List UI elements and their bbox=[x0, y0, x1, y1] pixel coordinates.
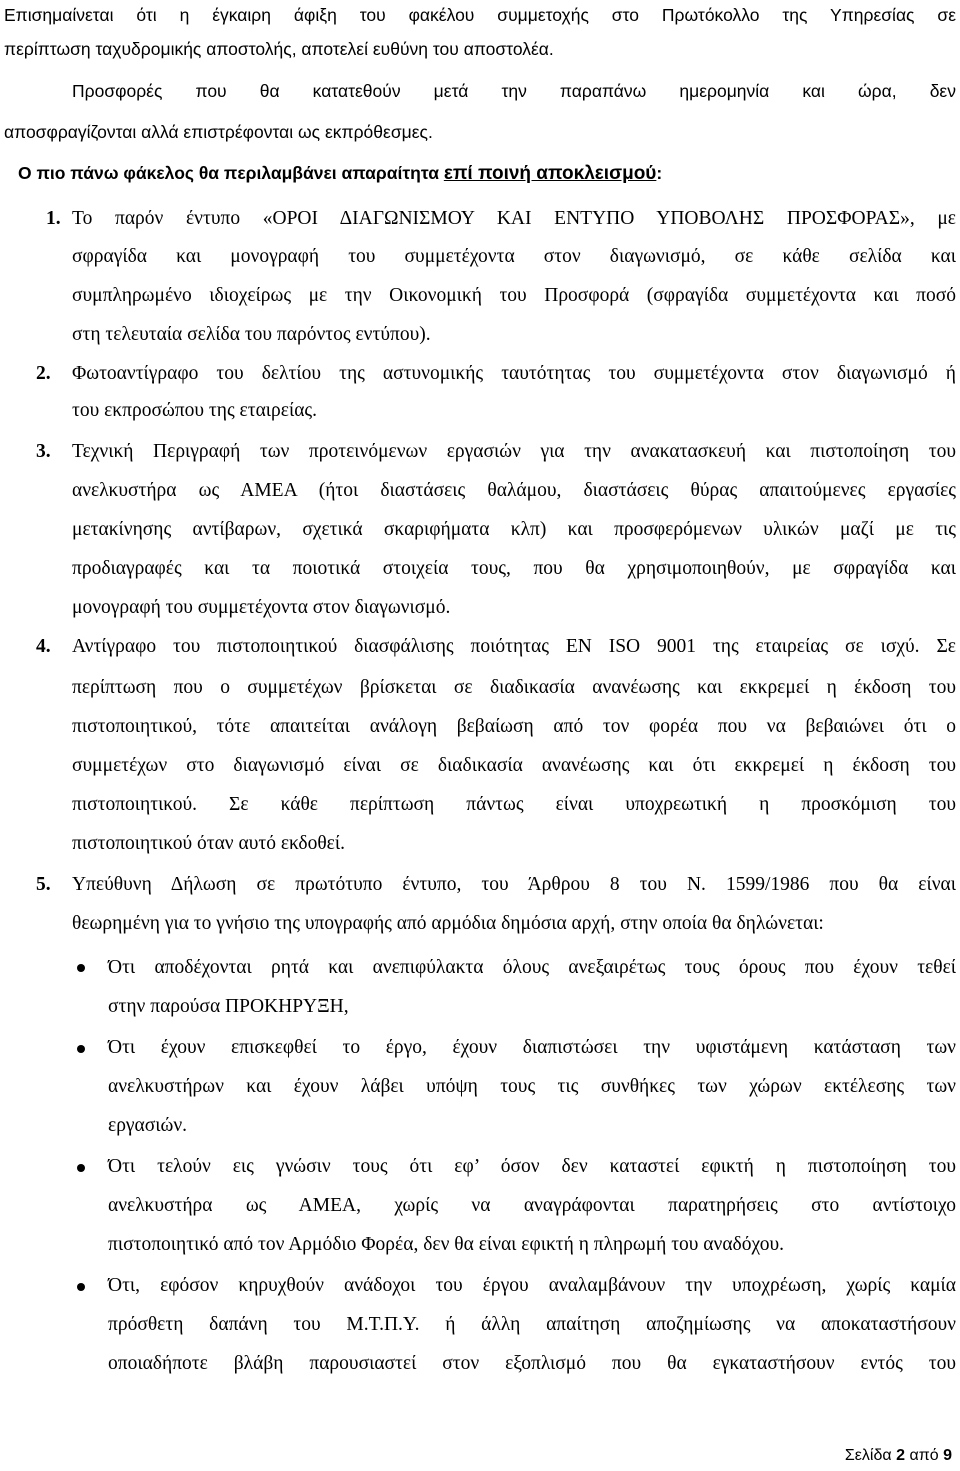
page-footer bbox=[845, 1446, 952, 1466]
intro-line-3: Προσφορές που θα κατατεθούν μετά την παραπάνω ημερομηνία και ώρα, δεν bbox=[72, 81, 956, 101]
item-number-5: 5. bbox=[36, 874, 51, 895]
bullet-2-line-3: εργασιών. bbox=[108, 1115, 188, 1136]
intro-line-4: αποσφραγίζονται αλλά επιστρέφονται ως εκπρόθεσμες. bbox=[4, 122, 433, 142]
heading-emphasis: επί ποινή αποκλεισμού bbox=[443, 163, 657, 184]
heading-colon: : bbox=[656, 163, 663, 183]
item-number-1: 1. bbox=[46, 208, 61, 229]
heading-main-text: Ο πιο πάνω φάκελος θα περιλαμβάνει απαραίτητα bbox=[18, 163, 444, 183]
item-2-line-1: Φωτοαντίγραφο του δελτίου της αστυνομικής ταυτότητας του συμμετέχοντα στον διαγωνισμό ή bbox=[72, 363, 956, 384]
footer-page-word: Σελίδα bbox=[844, 1447, 892, 1464]
item-4-line-2: περίπτωση που ο συμμετέχων βρίσκεται σε διαδικασία ανανέωσης και εκκρεμεί η έκδοση του bbox=[72, 677, 956, 698]
bullet-2-line-2: ανελκυστήρων και έχουν λάβει υπόψη τους τις συνθήκες των χώρων εκτέλεσης των bbox=[108, 1076, 956, 1097]
item-number-2: 2. bbox=[36, 363, 51, 384]
item-1-line-3: συμπληρωμένο ιδιοχείρως με την Οικονομική του Προσφορά (σφραγίδα συμμετέχοντα και ποσό bbox=[72, 285, 956, 306]
bullet-4-line-2: πρόσθετη δαπάνη του Μ.Τ.Π.Υ. ή άλλη απαίτηση αποζημίωσης να αποκαταστήσουν bbox=[108, 1314, 956, 1335]
bullet-marker bbox=[77, 1045, 85, 1053]
item-3-line-5: μονογραφή του συμμετέχοντα στον διαγωνισμό. bbox=[72, 597, 451, 618]
item-3-line-3: μετακίνησης αντίβαρων, σχετικά σκαριφήματα κλπ) και προσφερόμενων υλικών μαζί με τις bbox=[72, 519, 956, 540]
bullet-2-line-1: Ότι έχουν επισκεφθεί το έργο, έχουν διαπιστώσει την υφιστάμενη κατάσταση των bbox=[108, 1037, 956, 1058]
item-1-line-2: σφραγίδα και μονογραφή του συμμετέχοντα στον διαγωνισμό, σε κάθε σελίδα και bbox=[72, 246, 956, 267]
item-3-line-1: Τεχνική Περιγραφή των προτεινόμενων εργασιών για την ανακατασκευή και πιστοποίηση του bbox=[72, 441, 956, 462]
item-4-line-3: πιστοποιητικού, τότε απαιτείται ανάλογη βεβαίωση από τον φορέα που να βεβαιώνει ότι ο bbox=[72, 716, 956, 737]
bullet-marker bbox=[77, 1283, 85, 1291]
bullet-marker bbox=[77, 964, 85, 972]
item-4-line-4: συμμετέχων στο διαγωνισμό είναι σε διαδικασία ανανέωσης και ότι εκκρεμεί η έκδοση του bbox=[72, 755, 956, 776]
footer-of-word: από bbox=[909, 1447, 939, 1464]
item-5-line-1: Υπεύθυνη Δήλωση σε πρωτότυπο έντυπο, του Άρθρου 8 του Ν. 1599/1986 που θα είναι bbox=[72, 874, 956, 895]
item-4-line-5: πιστοποιητικού. Σε κάθε περίπτωση πάντως είναι υποχρεωτική η προσκόμιση του bbox=[72, 794, 956, 815]
item-2-line-2: του εκπροσώπου της εταιρείας. bbox=[72, 400, 318, 421]
bullet-1-line-2: στην παρούσα ΠΡΟΚΗΡΥΞΗ, bbox=[108, 996, 349, 1017]
bullet-3-line-2: ανελκυστήρα ως ΑΜΕΑ, χωρίς να αναγράφονται παρατηρήσεις στο αντίστοιχο bbox=[108, 1195, 956, 1216]
item-4-line-1: Αντίγραφο του πιστοποιητικού διασφάλισης ποιότητας ΕΝ ISO 9001 της εταιρείας σε ισχύ. Σε bbox=[72, 636, 956, 657]
item-1-line-1: Το παρόν έντυπο «ΟΡΟΙ ΔΙΑΓΩΝΙΣΜΟΥ ΚΑΙ ΕΝΤΥΠΟ ΥΠΟΒΟΛΗΣ ΠΡΟΣΦΟΡΑΣ», με bbox=[72, 208, 956, 229]
bullet-3-line-3: πιστοποιητικό από τον Αρμόδιο Φορέα, δεν θα είναι εφικτή η πληρωμή του αναδόχου. bbox=[108, 1234, 785, 1255]
footer-page-total: 9 bbox=[943, 1447, 952, 1464]
bullet-marker bbox=[77, 1164, 85, 1172]
bullet-4-line-3: οποιαδήποτε βλάβη παρουσιαστεί στον εξοπλισμό που θα εγκαταστήσουν εντός του bbox=[108, 1353, 956, 1374]
item-4-line-6: πιστοποιητικού όταν αυτό εκδοθεί. bbox=[72, 833, 345, 854]
intro-line-2: περίπτωση ταχυδρομικής αποστολής, αποτελεί ευθύνη του αποστολέα. bbox=[4, 39, 554, 59]
item-1-line-4: στη τελευταία σελίδα του παρόντος εντύπου). bbox=[72, 324, 431, 345]
item-3-line-4: προδιαγραφές και τα ποιοτικά στοιχεία τους, που θα χρησιμοποιηθούν, με σφραγίδα και bbox=[72, 558, 956, 579]
bullet-3-line-1: Ότι τελούν εις γνώσιν τους ότι εφ’ όσον δεν καταστεί εφικτή η πιστοποίηση του bbox=[108, 1156, 956, 1177]
section-heading bbox=[18, 161, 662, 186]
bullet-1-line-1: Ότι αποδέχονται ρητά και ανεπιφύλακτα όλους ανεξαιρέτως τους όρους που έχουν τεθεί bbox=[108, 957, 956, 978]
item-number-4: 4. bbox=[36, 636, 51, 657]
item-number-3: 3. bbox=[36, 441, 51, 462]
footer-page-number: 2 bbox=[896, 1447, 905, 1464]
item-5-line-2: θεωρημένη για το γνήσιο της υπογραφής από αρμόδια δημόσια αρχή, στην οποία θα δηλώνεται: bbox=[72, 913, 824, 934]
intro-line-1: Επισημαίνεται ότι η έγκαιρη άφιξη του φακέλου συμμετοχής στο Πρωτόκολλο της Υπηρεσίας σε bbox=[4, 5, 956, 25]
item-3-line-2: ανελκυστήρα ως ΑΜΕΑ (ήτοι διαστάσεις θαλάμου, διαστάσεις θύρας απαιτούμενες εργασίες bbox=[72, 480, 956, 501]
bullet-4-line-1: Ότι, εφόσον κηρυχθούν ανάδοχοι του έργου αναλαμβάνουν την υποχρέωση, χωρίς καμία bbox=[108, 1275, 956, 1296]
